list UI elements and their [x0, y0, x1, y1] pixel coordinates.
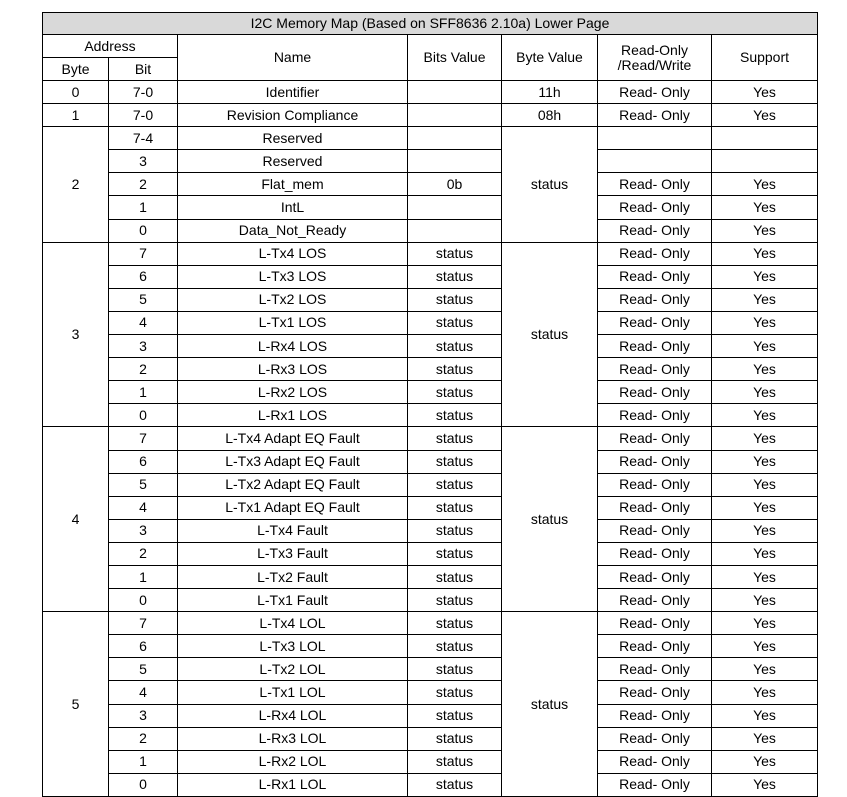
read-write-cell: Read- Only: [598, 589, 712, 612]
read-write-cell: Read- Only: [598, 196, 712, 219]
name-cell: L-Tx2 Adapt EQ Fault: [178, 473, 408, 496]
table-row: [43, 104, 818, 127]
bits-value-cell: status: [408, 635, 502, 658]
support-cell: Yes: [712, 311, 818, 334]
byte-cell: 0: [43, 81, 109, 104]
table-row: [43, 311, 818, 334]
read-write-cell: Read- Only: [598, 565, 712, 588]
bits-value-cell: [408, 81, 502, 104]
bit-cell: 6: [109, 450, 178, 473]
bits-value-cell: status: [408, 242, 502, 265]
support-cell: Yes: [712, 196, 818, 219]
name-header: Name: [178, 35, 408, 81]
table-row: [43, 427, 818, 450]
support-cell: Yes: [712, 404, 818, 427]
table-row: [43, 127, 818, 150]
memory-map-table: [42, 12, 818, 797]
read-write-cell: Read- Only: [598, 358, 712, 381]
bit-cell: 2: [109, 727, 178, 750]
bit-cell: 7: [109, 612, 178, 635]
table-row: [43, 219, 818, 242]
name-cell: L-Tx1 Fault: [178, 589, 408, 612]
table-row: [43, 358, 818, 381]
read-write-cell: Read- Only: [598, 681, 712, 704]
bit-cell: 2: [109, 173, 178, 196]
bits-value-cell: status: [408, 450, 502, 473]
table-row: [43, 473, 818, 496]
bit-cell: 4: [109, 681, 178, 704]
name-cell: Revision Compliance: [178, 104, 408, 127]
support-cell: [712, 150, 818, 173]
support-cell: Yes: [712, 542, 818, 565]
table-row: [43, 150, 818, 173]
support-cell: Yes: [712, 773, 818, 796]
bits-value-cell: status: [408, 658, 502, 681]
name-cell: L-Tx2 Fault: [178, 565, 408, 588]
bit-cell: 7: [109, 242, 178, 265]
name-cell: L-Tx4 LOL: [178, 612, 408, 635]
support-cell: Yes: [712, 750, 818, 773]
name-cell: L-Tx2 LOL: [178, 658, 408, 681]
bits-value-cell: status: [408, 773, 502, 796]
byte-value-header: Byte Value: [502, 35, 598, 81]
byte-cell: 4: [43, 427, 109, 612]
bit-cell: 0: [109, 773, 178, 796]
name-cell: L-Tx3 LOL: [178, 635, 408, 658]
table-body: [43, 81, 818, 797]
table-row: [43, 589, 818, 612]
bits-value-cell: [408, 127, 502, 150]
table-row: [43, 242, 818, 265]
support-cell: Yes: [712, 658, 818, 681]
byte-header: Byte: [43, 58, 109, 81]
table-row: [43, 565, 818, 588]
bits-value-cell: [408, 219, 502, 242]
support-cell: Yes: [712, 727, 818, 750]
table-row: [43, 542, 818, 565]
support-cell: Yes: [712, 635, 818, 658]
read-write-header-line2: /Read/Write: [617, 56, 692, 73]
support-cell: Yes: [712, 681, 818, 704]
support-cell: Yes: [712, 612, 818, 635]
name-cell: Reserved: [178, 127, 408, 150]
bits-value-cell: status: [408, 519, 502, 542]
bit-cell: 3: [109, 150, 178, 173]
read-write-cell: Read- Only: [598, 242, 712, 265]
table-row: [43, 288, 818, 311]
read-write-cell: Read- Only: [598, 773, 712, 796]
table-row: [43, 681, 818, 704]
read-write-header: [598, 35, 712, 81]
name-cell: L-Rx3 LOS: [178, 358, 408, 381]
bit-cell: 5: [109, 473, 178, 496]
support-cell: Yes: [712, 104, 818, 127]
bit-cell: 3: [109, 335, 178, 358]
bit-cell: 2: [109, 358, 178, 381]
bits-value-cell: status: [408, 496, 502, 519]
table-row: [43, 81, 818, 104]
table-title: I2C Memory Map (Based on SFF8636 2.10a) Lower Page: [43, 13, 818, 35]
name-cell: L-Tx4 Fault: [178, 519, 408, 542]
bits-value-cell: status: [408, 542, 502, 565]
read-write-cell: [598, 127, 712, 150]
address-header: Address: [43, 35, 178, 58]
read-write-cell: Read- Only: [598, 311, 712, 334]
bits-value-cell: status: [408, 265, 502, 288]
read-write-cell: Read- Only: [598, 288, 712, 311]
name-cell: L-Tx1 Adapt EQ Fault: [178, 496, 408, 519]
name-cell: Flat_mem: [178, 173, 408, 196]
table-row: [43, 704, 818, 727]
bit-cell: 7: [109, 427, 178, 450]
byte-value-cell: 11h: [502, 81, 598, 104]
bits-value-cell: status: [408, 381, 502, 404]
bit-cell: 1: [109, 565, 178, 588]
bits-value-cell: status: [408, 311, 502, 334]
bits-value-cell: status: [408, 335, 502, 358]
name-cell: L-Tx4 Adapt EQ Fault: [178, 427, 408, 450]
read-write-cell: Read- Only: [598, 335, 712, 358]
byte-value-cell: status: [502, 127, 598, 242]
table-row: [43, 173, 818, 196]
byte-value-cell: 08h: [502, 104, 598, 127]
bit-cell: 6: [109, 265, 178, 288]
bit-cell: 4: [109, 496, 178, 519]
support-cell: Yes: [712, 427, 818, 450]
byte-cell: 1: [43, 104, 109, 127]
read-write-cell: Read- Only: [598, 219, 712, 242]
name-cell: L-Tx1 LOL: [178, 681, 408, 704]
byte-cell: 2: [43, 127, 109, 242]
name-cell: L-Rx3 LOL: [178, 727, 408, 750]
table-row: [43, 612, 818, 635]
table-row: [43, 335, 818, 358]
bit-cell: 7-0: [109, 81, 178, 104]
support-cell: Yes: [712, 565, 818, 588]
name-cell: L-Tx4 LOS: [178, 242, 408, 265]
name-cell: L-Tx2 LOS: [178, 288, 408, 311]
bits-value-cell: status: [408, 288, 502, 311]
bit-cell: 5: [109, 288, 178, 311]
name-cell: L-Rx4 LOL: [178, 704, 408, 727]
table-row: [43, 496, 818, 519]
bit-header: Bit: [109, 58, 178, 81]
bits-value-cell: [408, 150, 502, 173]
bit-cell: 0: [109, 589, 178, 612]
name-cell: L-Rx4 LOS: [178, 335, 408, 358]
support-cell: Yes: [712, 358, 818, 381]
bits-value-cell: [408, 104, 502, 127]
table-row: [43, 196, 818, 219]
byte-cell: 3: [43, 242, 109, 427]
bit-cell: 4: [109, 311, 178, 334]
support-cell: Yes: [712, 704, 818, 727]
bits-value-cell: status: [408, 727, 502, 750]
read-write-cell: Read- Only: [598, 81, 712, 104]
bit-cell: 1: [109, 381, 178, 404]
read-write-cell: Read- Only: [598, 404, 712, 427]
table-row: [43, 450, 818, 473]
name-cell: L-Rx1 LOS: [178, 404, 408, 427]
read-write-cell: Read- Only: [598, 473, 712, 496]
support-cell: [712, 127, 818, 150]
read-write-cell: Read- Only: [598, 265, 712, 288]
bit-cell: 0: [109, 404, 178, 427]
read-write-cell: Read- Only: [598, 104, 712, 127]
support-cell: Yes: [712, 242, 818, 265]
name-cell: L-Rx1 LOL: [178, 773, 408, 796]
read-write-cell: Read- Only: [598, 727, 712, 750]
read-write-cell: [598, 150, 712, 173]
read-write-cell: Read- Only: [598, 519, 712, 542]
table-row: [43, 773, 818, 796]
support-cell: Yes: [712, 589, 818, 612]
read-write-cell: Read- Only: [598, 612, 712, 635]
table-row: [43, 635, 818, 658]
name-cell: L-Tx3 Fault: [178, 542, 408, 565]
bits-value-cell: status: [408, 704, 502, 727]
read-write-cell: Read- Only: [598, 427, 712, 450]
bit-cell: 3: [109, 519, 178, 542]
support-cell: Yes: [712, 473, 818, 496]
table-row: [43, 381, 818, 404]
read-write-cell: Read- Only: [598, 173, 712, 196]
name-cell: L-Rx2 LOS: [178, 381, 408, 404]
support-cell: Yes: [712, 496, 818, 519]
name-cell: L-Tx3 Adapt EQ Fault: [178, 450, 408, 473]
support-cell: Yes: [712, 381, 818, 404]
table-row: [43, 658, 818, 681]
name-cell: Reserved: [178, 150, 408, 173]
name-cell: IntL: [178, 196, 408, 219]
bits-value-cell: status: [408, 589, 502, 612]
bit-cell: 7-4: [109, 127, 178, 150]
bits-value-cell: status: [408, 473, 502, 496]
name-cell: Data_Not_Ready: [178, 219, 408, 242]
support-cell: Yes: [712, 219, 818, 242]
read-write-cell: Read- Only: [598, 450, 712, 473]
bit-cell: 3: [109, 704, 178, 727]
name-cell: L-Rx2 LOL: [178, 750, 408, 773]
bits-value-cell: status: [408, 612, 502, 635]
bits-value-cell: [408, 196, 502, 219]
bits-value-cell: status: [408, 565, 502, 588]
support-cell: Yes: [712, 81, 818, 104]
bits-value-cell: status: [408, 358, 502, 381]
bit-cell: 5: [109, 658, 178, 681]
name-cell: L-Tx1 LOS: [178, 311, 408, 334]
read-write-cell: Read- Only: [598, 658, 712, 681]
support-cell: Yes: [712, 450, 818, 473]
read-write-cell: Read- Only: [598, 496, 712, 519]
bit-cell: 6: [109, 635, 178, 658]
bit-cell: 0: [109, 219, 178, 242]
read-write-cell: Read- Only: [598, 704, 712, 727]
support-cell: Yes: [712, 519, 818, 542]
bits-value-cell: status: [408, 427, 502, 450]
bit-cell: 7-0: [109, 104, 178, 127]
table-row: [43, 519, 818, 542]
bits-value-cell: status: [408, 750, 502, 773]
byte-value-cell: status: [502, 612, 598, 797]
name-cell: Identifier: [178, 81, 408, 104]
support-cell: Yes: [712, 173, 818, 196]
bits-value-cell: status: [408, 404, 502, 427]
support-cell: Yes: [712, 288, 818, 311]
bits-value-header: Bits Value: [408, 35, 502, 81]
read-write-cell: Read- Only: [598, 750, 712, 773]
byte-value-cell: status: [502, 242, 598, 427]
read-write-cell: Read- Only: [598, 635, 712, 658]
support-header: Support: [712, 35, 818, 81]
read-write-header-line1: Read-Only: [621, 41, 688, 58]
bits-value-cell: 0b: [408, 173, 502, 196]
read-write-cell: Read- Only: [598, 542, 712, 565]
byte-value-cell: status: [502, 427, 598, 612]
table-row: [43, 727, 818, 750]
table-row: [43, 750, 818, 773]
bit-cell: 1: [109, 196, 178, 219]
support-cell: Yes: [712, 335, 818, 358]
table-row: [43, 265, 818, 288]
byte-cell: 5: [43, 612, 109, 797]
read-write-cell: Read- Only: [598, 381, 712, 404]
table-row: [43, 404, 818, 427]
support-cell: Yes: [712, 265, 818, 288]
bit-cell: 2: [109, 542, 178, 565]
bit-cell: 1: [109, 750, 178, 773]
bits-value-cell: status: [408, 681, 502, 704]
name-cell: L-Tx3 LOS: [178, 265, 408, 288]
